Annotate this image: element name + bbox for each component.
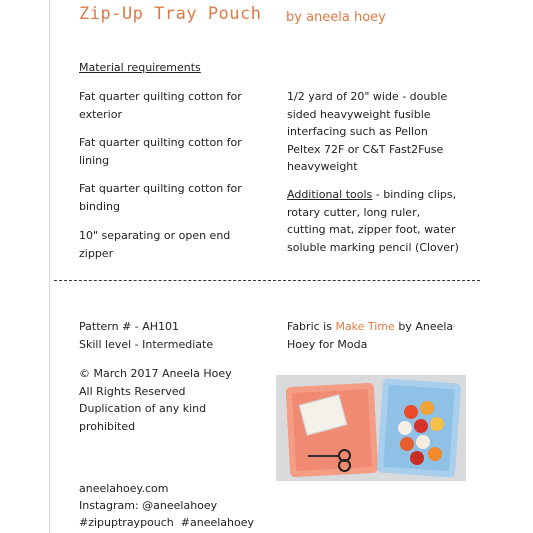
hashtags: #zipuptraypouch #aneelahoey (79, 516, 255, 529)
thread-spool (430, 417, 444, 431)
tools-list: - binding clips, rotary cutter, long ruler, cutting mat, zipper foot, water soluble marking pencil (Clover) (287, 188, 459, 254)
material-item-zipper: 10" separating or open end zipper (79, 229, 231, 260)
material-item-exterior: Fat quarter quilting cotton for exterior (79, 90, 242, 121)
instagram-handle: Instagram: @aneelahoey (79, 499, 218, 512)
website: aneelahoey.com (79, 482, 169, 495)
tools-heading: Additional tools (287, 188, 373, 201)
material-item-lining: Fat quarter quilting cotton for lining (79, 136, 242, 167)
thread-spool (428, 447, 442, 461)
fabric-prefix: Fabric is (287, 320, 336, 333)
fabric-name: Make Time (335, 320, 395, 333)
scissors-handle (338, 459, 351, 472)
author-byline: by aneela hoey (286, 10, 386, 25)
thread-spool (414, 419, 428, 433)
scissors-icon (308, 455, 338, 457)
product-photo (276, 375, 466, 481)
material-item-interfacing: 1/2 yard of 20" wide - double sided heavyweight fusible interfacing such as Pellon Peltex 72F or C&T Fast2Fuse heavyweight (287, 90, 448, 173)
page-margin-line (49, 0, 50, 533)
thread-spool (404, 405, 418, 419)
additional-tools (287, 186, 462, 256)
fabric-credit (287, 318, 462, 353)
fabric-suffix: by Aneela Hoey for Moda (287, 320, 454, 351)
thread-spool (398, 421, 412, 435)
thread-spool (420, 401, 434, 415)
skill-level: Skill level - Intermediate (79, 338, 214, 351)
rights-reserved: All Rights Reserved (79, 385, 186, 398)
duplication-notice: Duplication of any kind prohibited (79, 402, 207, 433)
materials-heading: Material requirements (79, 61, 201, 74)
thread-spool (410, 451, 424, 465)
thread-spool (416, 435, 430, 449)
pattern-number: Pattern # - AH101 (79, 320, 180, 333)
thread-spool (400, 437, 414, 451)
copyright-line: © March 2017 Aneela Hoey (79, 367, 232, 380)
material-item-binding: Fat quarter quilting cotton for binding (79, 182, 242, 213)
section-divider (54, 280, 480, 281)
page-title: Zip-Up Tray Pouch (79, 4, 262, 24)
